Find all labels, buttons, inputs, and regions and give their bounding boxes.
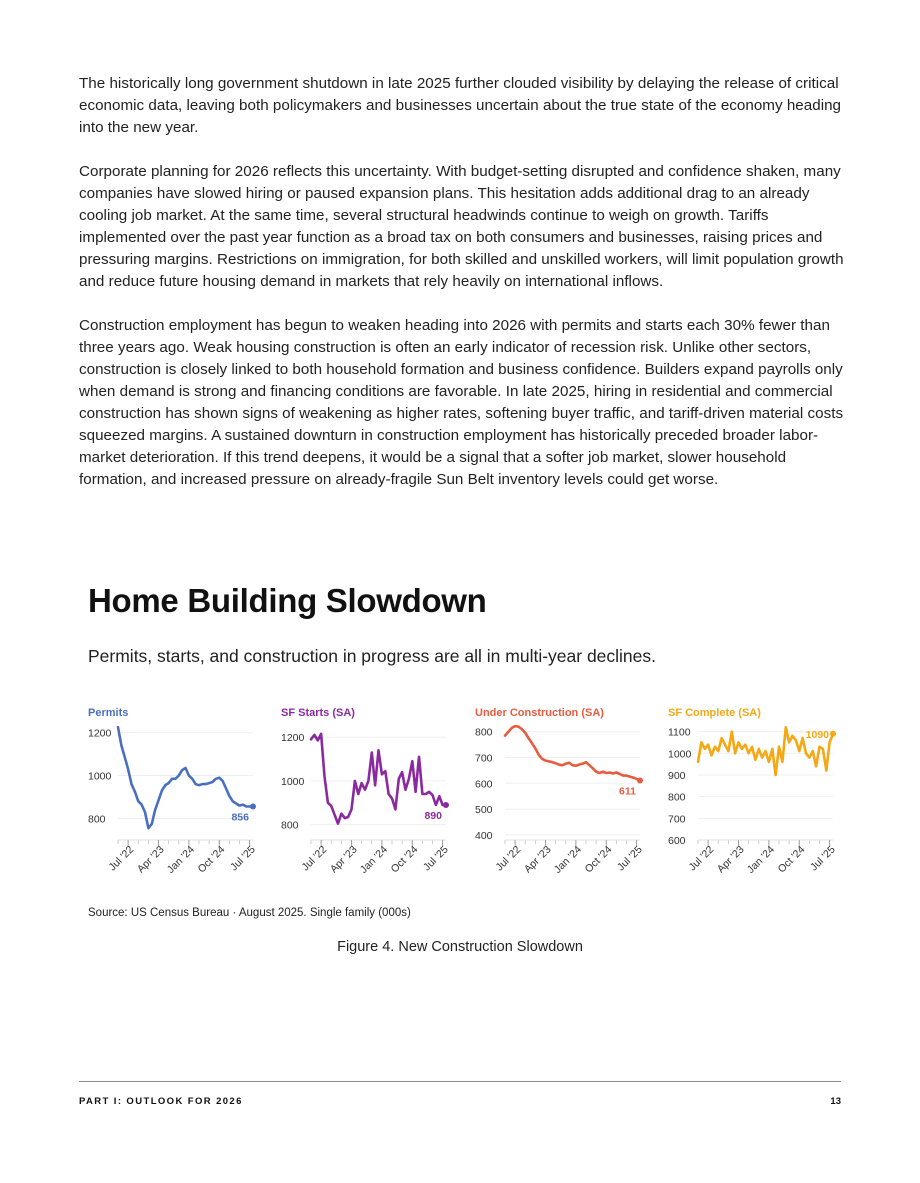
y-tick-label: 800 xyxy=(668,791,686,804)
x-tick-label: Jan '24 xyxy=(164,843,197,876)
figure-source: Source: US Census Bureau · August 2025. Single family (000s) xyxy=(88,907,411,919)
chart-panel-3 xyxy=(475,707,645,876)
end-point xyxy=(250,803,256,809)
small-multiples-charts xyxy=(0,690,920,900)
y-tick-label: 600 xyxy=(668,835,686,847)
x-tick-label: Jan '24 xyxy=(357,843,390,876)
x-tick-label: Oct '24 xyxy=(195,843,228,876)
x-tick-label: Apr '23 xyxy=(327,843,360,876)
end-point xyxy=(443,802,449,808)
x-tick-label: Jul '22 xyxy=(299,843,330,874)
paragraph: Corporate planning for 2026 reflects this uncertainty. With budget-setting disrupted and confidence shaken, many companies have slowed hiring or paused expansion plans. This hesitation adds additional drag to an already cooling job market. At the same time, several structural headwinds continue to weigh on growth. Tariffs implemented over the past year function as a broad tax on both consumers and businesses, raising prices and pressuring margins. Restrictions on immigration, for both skilled and unskilled workers, will limit population growth and reduce future housing demand in markets that rely heavily on international inflows. xyxy=(79,163,844,290)
chart-panel-2 xyxy=(281,707,451,876)
x-tick-label: Jul '22 xyxy=(106,843,137,874)
y-tick-label: 800 xyxy=(475,726,493,739)
page-number: 13 xyxy=(830,1096,841,1107)
y-tick-label: 600 xyxy=(475,778,493,791)
x-tick-label: Jan '24 xyxy=(744,843,777,876)
chart-panel-1 xyxy=(88,707,258,876)
y-tick-label: 500 xyxy=(475,804,493,817)
y-tick-label: 800 xyxy=(281,819,299,832)
x-tick-label: Apr '23 xyxy=(134,843,167,876)
x-tick-label: Jul '25 xyxy=(228,843,258,874)
y-tick-label: 1000 xyxy=(281,775,305,788)
x-tick-label: Jul '25 xyxy=(808,843,838,874)
figure-subtitle: Permits, starts, and construction in progress are all in multi-year declines. xyxy=(88,646,657,666)
footer-section: PART I: OUTLOOK FOR 2026 xyxy=(79,1096,243,1107)
x-tick-label: Jul '22 xyxy=(493,843,524,874)
x-tick-label: Oct '24 xyxy=(388,843,421,876)
y-tick-label: 1100 xyxy=(668,726,691,739)
series-line xyxy=(505,726,640,780)
chart-panel-4 xyxy=(668,707,838,876)
paragraph: The historically long government shutdown in late 2025 further clouded visibility by delaying the release of critical economic data, leaving both policymakers and businesses uncertain about the true state of the economy heading into the new year. xyxy=(79,75,842,136)
chart-title: Under Construction (SA) xyxy=(475,707,604,719)
body-text xyxy=(79,73,849,513)
x-tick-label: Jan '24 xyxy=(551,843,584,876)
chart-title: Permits xyxy=(88,707,129,719)
chart-title: SF Complete (SA) xyxy=(668,707,761,719)
y-tick-label: 800 xyxy=(88,813,106,826)
y-tick-label: 900 xyxy=(668,769,686,782)
end-value-label: 890 xyxy=(424,809,442,822)
paragraph: Construction employment has begun to weaken heading into 2026 with permits and starts each 30% fewer than three years ago. Weak housing construction is often an early indicator of recession risk. Unlike other sectors, construction is closely linked to both household formation and business confidence. Builders expand payrolls only when demand is strong and financing conditions are favorable. In late 2025, hiring in residential and commercial construction has shown signs of weakening as higher rates, softening buyer traffic, and tariff-driven material costs squeezed margins. A sustained downturn in construction employment has historically preceded broader labor-market deterioration. If this trend deepens, it would be a signal that a softer job market, slower household formation, and increased pressure on already-fragile Sun Belt inventory levels could get worse. xyxy=(79,317,844,488)
x-tick-label: Oct '24 xyxy=(775,843,808,876)
y-tick-label: 700 xyxy=(475,752,493,765)
y-tick-label: 700 xyxy=(668,813,686,826)
chart-title: SF Starts (SA) xyxy=(281,707,355,719)
x-tick-label: Apr '23 xyxy=(521,843,554,876)
end-point xyxy=(830,731,836,737)
footer-divider xyxy=(79,1081,841,1082)
y-tick-label: 400 xyxy=(475,829,493,842)
end-value-label: 611 xyxy=(619,785,636,798)
x-tick-label: Jul '25 xyxy=(421,843,451,874)
y-tick-label: 1000 xyxy=(88,770,112,783)
y-tick-label: 1200 xyxy=(88,727,112,740)
y-tick-label: 1200 xyxy=(281,732,305,745)
end-point xyxy=(637,777,643,783)
y-tick-label: 1000 xyxy=(668,748,692,761)
x-tick-label: Jul '22 xyxy=(686,843,717,874)
figure-title: Home Building Slowdown xyxy=(88,582,487,619)
end-value-label: 1090 xyxy=(805,728,829,741)
x-tick-label: Apr '23 xyxy=(714,843,747,876)
figure-caption: Figure 4. New Construction Slowdown xyxy=(337,939,583,955)
x-tick-label: Oct '24 xyxy=(582,843,615,876)
x-tick-label: Jul '25 xyxy=(615,843,645,874)
end-value-label: 856 xyxy=(231,811,249,824)
